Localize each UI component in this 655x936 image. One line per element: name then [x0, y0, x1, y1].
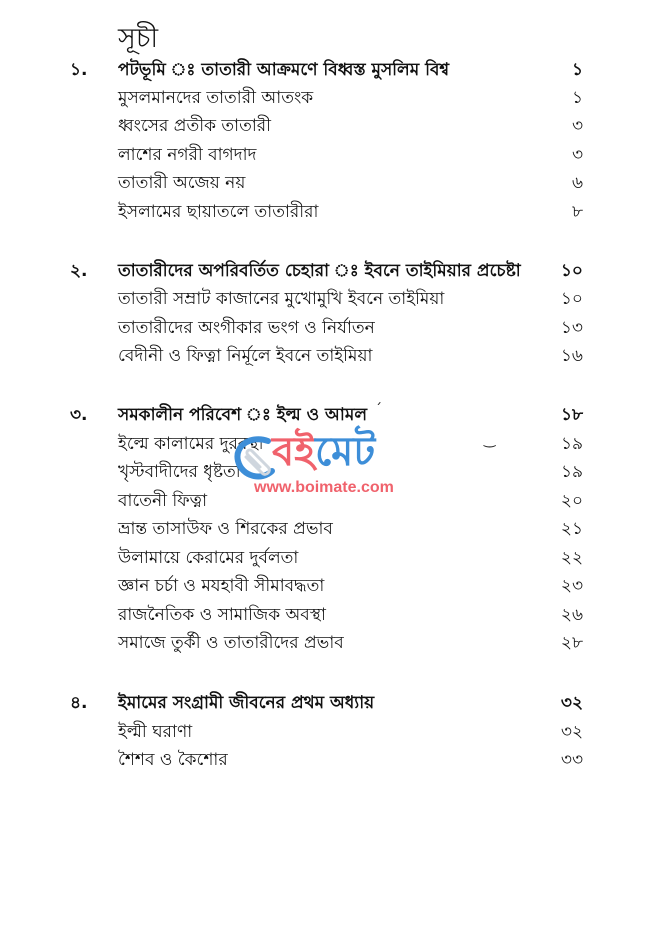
page-number: ৩ — [571, 116, 583, 136]
entry-title: ইল্মে কালামের দুরবস্থা — [118, 434, 264, 454]
entry-title: ভ্রান্ত তাসাউফ ও শিরকের প্রভাব — [118, 519, 333, 539]
chapter-number: ৩. — [70, 405, 88, 425]
entry-title: রাজনৈতিক ও সামাজিক অবস্থা — [118, 605, 326, 625]
chapter-heading — [0, 689, 655, 717]
toc-entry — [0, 487, 655, 515]
toc-entry — [0, 629, 655, 657]
entry-title: মুসলমানদের তাতারী আতংক — [118, 88, 314, 108]
page-number: ৩২ — [560, 722, 583, 742]
page-number: ১ — [571, 60, 583, 80]
toc-entry — [0, 84, 655, 112]
page-number: ২০ — [560, 491, 583, 511]
entry-title: লাশের নগরী বাগদাদ — [118, 145, 257, 165]
chapter-title: সমকালীন পরিবেশ ঃ ইল্ম ও আমল — [118, 405, 367, 425]
ink-mark: ´ — [375, 402, 382, 418]
chapter-heading — [0, 257, 655, 285]
page-number: ১৯ — [560, 462, 583, 482]
page-number: ১৮ — [560, 405, 583, 425]
entry-title: শৈশব ও কৈশোর — [118, 750, 228, 770]
chapter-heading — [0, 56, 655, 84]
toc-entry — [0, 314, 655, 342]
chapter-title: ইমামের সংগ্রামী জীবনের প্রথম অধ্যায় — [118, 693, 375, 713]
chapter-title: তাতারীদের অপরিবর্তিত চেহারা ঃ ইবনে তাইমিয়ার প্রচেষ্টা — [118, 261, 521, 281]
entry-title: উলামায়ে কেরামের দুর্বলতা — [118, 548, 299, 568]
chapter-title: পটভূমি ঃ তাতারী আক্রমণে বিধ্বস্ত মুসলিম বিশ্ব — [118, 60, 450, 80]
entry-title: বেদীনী ও ফিত্না নির্মূলে ইবনে তাইমিয়া — [118, 346, 373, 366]
page-number: ৬ — [571, 173, 583, 193]
toc-entry — [0, 458, 655, 486]
page-number: ৩৩ — [560, 750, 583, 770]
entry-title: তাতারী সম্রাট কাজানের মুখোমুখি ইবনে তাইমিয়া — [118, 289, 445, 309]
page-number: ১৩ — [560, 318, 583, 338]
toc-entry — [0, 285, 655, 313]
page-number: ৩ — [571, 145, 583, 165]
watermark-logo-part1: বই — [272, 429, 316, 475]
chapter-number: ২. — [70, 261, 88, 281]
toc-entry — [0, 112, 655, 140]
page-number: ১৬ — [560, 346, 583, 366]
entry-title: বাতেনী ফিত্না — [118, 491, 208, 511]
chapter-heading — [0, 401, 655, 429]
toc-entry — [0, 198, 655, 226]
page-number: ১ — [571, 88, 583, 108]
page-number: ৮ — [571, 202, 583, 222]
toc-entry — [0, 342, 655, 370]
toc-title: সূচী — [118, 23, 159, 54]
toc-entry — [0, 746, 655, 774]
entry-title: ইসলামের ছায়াতলে তাতারীরা — [118, 202, 319, 222]
page-number: ৩২ — [560, 693, 583, 713]
page-number: ২২ — [560, 548, 583, 568]
page-number: ১০ — [560, 261, 583, 281]
page-number: ২৩ — [560, 576, 583, 596]
entry-title: তাতারী অজেয় নয় — [118, 173, 246, 193]
entry-title: ধ্বংসের প্রতীক তাতারী — [118, 116, 271, 136]
toc-entry — [0, 601, 655, 629]
toc-entry — [0, 544, 655, 572]
toc-entry — [0, 169, 655, 197]
toc-entry — [0, 430, 655, 458]
page-number: ২১ — [560, 519, 583, 539]
page-number: ১০ — [560, 289, 583, 309]
entry-title: জ্ঞান চর্চা ও মযহাবী সীমাবদ্ধতা — [118, 576, 325, 596]
entry-title: তাতারীদের অংগীকার ভংগ ও নির্যাতন — [118, 318, 375, 338]
toc-entry — [0, 515, 655, 543]
entry-title: ইল্মী ঘরাণা — [118, 722, 193, 742]
entry-title: সমাজে তুর্কী ও তাতারীদের প্রভাব — [118, 633, 344, 653]
chapter-number: ৪. — [70, 693, 88, 713]
toc-entry — [0, 141, 655, 169]
watermark-logo-part2: মেট — [315, 429, 376, 475]
chapter-number: ১. — [70, 60, 88, 80]
toc-entry — [0, 718, 655, 746]
page-number: ১৯ — [560, 434, 583, 454]
entry-title: খৃস্টবাদীদের ধৃষ্টতা — [118, 462, 241, 482]
ink-mark: ‿ — [484, 432, 496, 448]
toc-entry — [0, 572, 655, 600]
page-number: ২৮ — [560, 633, 583, 653]
watermark-url: www.boimate.com — [254, 479, 394, 496]
page-number: ২৬ — [560, 605, 583, 625]
